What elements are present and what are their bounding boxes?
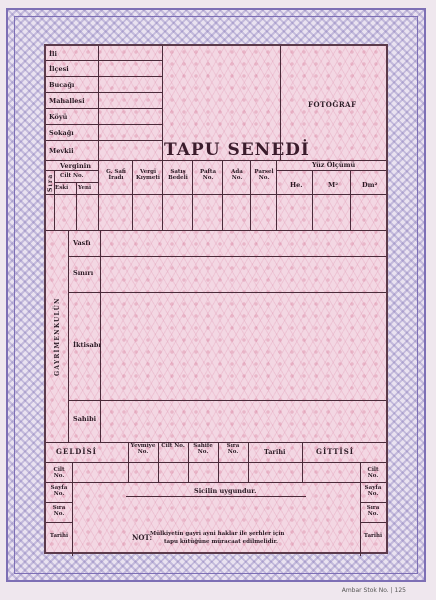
- label-sokagi: Sokağı: [49, 129, 74, 137]
- not-text-2: tapu kütüğüne müracaat edilmelidir.: [164, 539, 278, 545]
- right-sayfa-no: Sayfa No.: [364, 485, 382, 497]
- right-tarihi: Tarihi: [363, 533, 383, 539]
- row-sahibi: Sahibi: [73, 415, 97, 423]
- col-pafta: Pafta No.: [199, 169, 217, 181]
- stock-code: Ambar Stok No. | 125: [341, 587, 406, 594]
- document-title: TAPU SENEDİ: [164, 140, 310, 160]
- left-sira-no: Sıra No.: [52, 505, 66, 517]
- col-satis-bedeli: Satış Bedeli: [168, 169, 188, 181]
- gayrimenkul-vertical-label: GAYRİMENKULÜN: [54, 297, 61, 376]
- col-yeni: Yeni: [78, 185, 92, 191]
- col-g-safi: G. Safi İradı: [106, 169, 126, 181]
- row-vasfi: Vasfı: [73, 239, 91, 247]
- col-eski: Eski: [55, 185, 69, 191]
- sahife-label: Sahife No.: [193, 443, 213, 455]
- col-ada: Ada No.: [231, 169, 243, 181]
- photo-label: FOTOĞRAF: [308, 100, 357, 109]
- row-siniri: Sınırı: [73, 269, 94, 277]
- left-tarihi: Tarihi: [49, 533, 69, 539]
- left-sayfa-no: Sayfa No.: [50, 485, 68, 497]
- left-cilt-no: Cilt No.: [53, 467, 65, 479]
- right-sira-no: Sıra No.: [366, 505, 380, 517]
- col-yuz-olcumu: Yüz Ölçümü: [312, 161, 356, 169]
- not-label: NOT:: [132, 533, 153, 542]
- label-koyu: Köyü: [49, 113, 68, 121]
- col-he: He.: [290, 181, 303, 189]
- label-mahallesi: Mahallesi: [49, 97, 85, 105]
- col-m2: M²: [328, 181, 339, 189]
- label-ili: İli: [49, 50, 57, 58]
- yevmiye-label: Yevmiye No.: [130, 443, 156, 455]
- label-mevkii: Mevkii: [49, 147, 74, 155]
- col-vergi-kiymeti: Vergi Kıymeti: [135, 169, 160, 181]
- label-bucagi: Bucağı: [49, 81, 75, 89]
- cilt-label: Cilt No.: [161, 443, 185, 449]
- col-dm2: Dm²: [362, 181, 378, 189]
- sira-label: Sıra No.: [226, 443, 240, 455]
- row-iktisabi: İktisabı: [73, 341, 101, 349]
- gittisi-label: GİTTİSİ: [316, 447, 355, 456]
- col-sira-mark: Sıra: [47, 173, 54, 192]
- sicil-uygundur: Sicilin uygundur.: [194, 487, 257, 495]
- label-ilcesi: İlçesi: [49, 65, 69, 73]
- geldisi-label: GELDİSİ: [56, 447, 97, 456]
- right-cilt-no: Cilt No.: [367, 467, 379, 479]
- col-cilt-no: Cilt No.: [60, 173, 84, 179]
- col-verginin: Verginin: [60, 162, 91, 170]
- col-parsel: Parsel No.: [254, 169, 274, 181]
- deed-form: [44, 44, 388, 554]
- tarihi-label: Tarihi: [264, 448, 286, 456]
- not-text-1: Mülkiyetin gayri ayni haklar ile şerhler için: [150, 531, 285, 537]
